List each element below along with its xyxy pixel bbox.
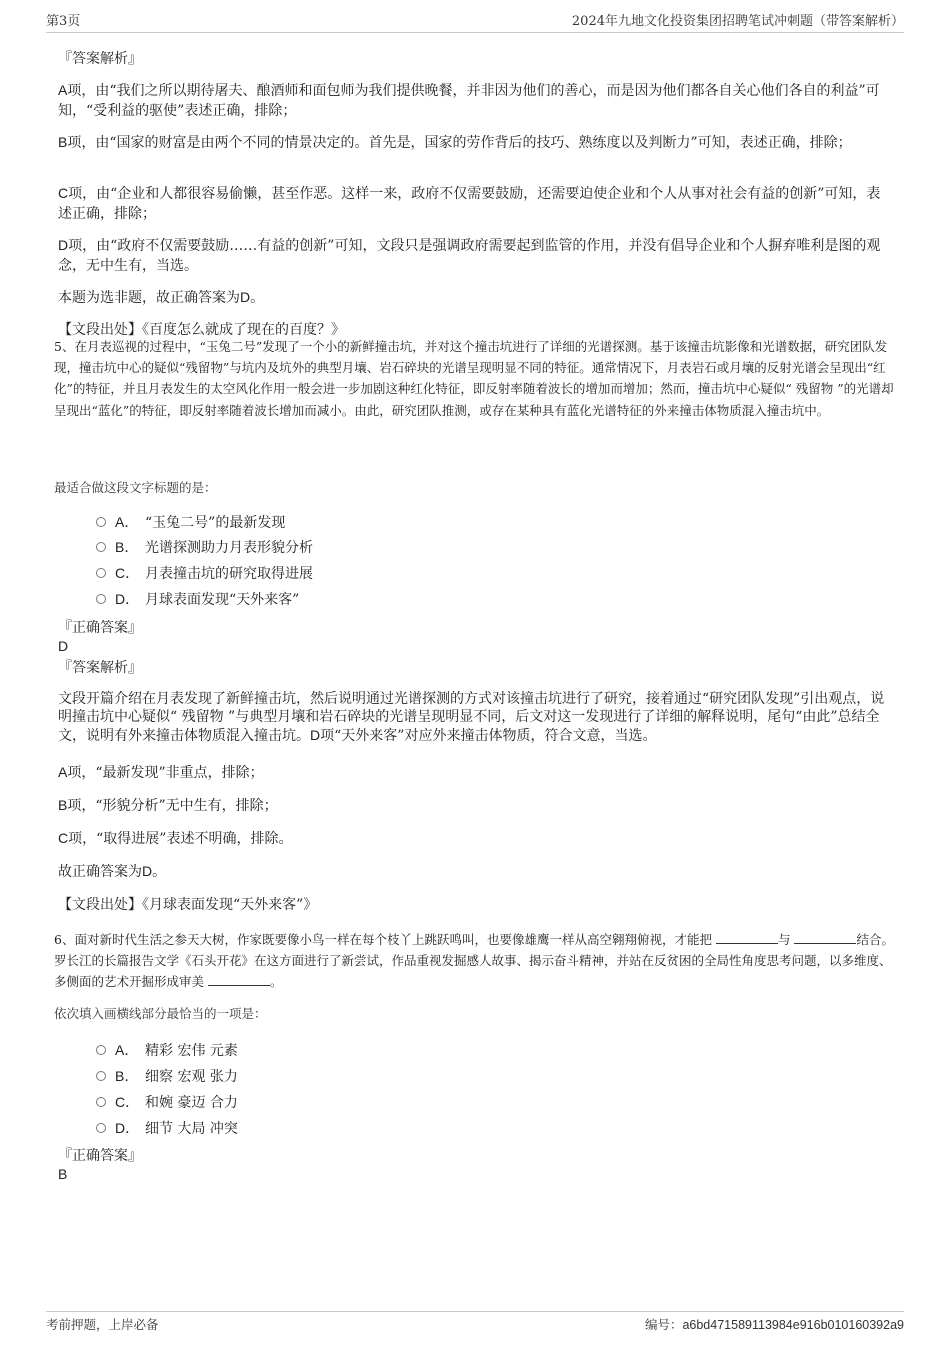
radio-icon[interactable]	[96, 1123, 106, 1133]
blank-3	[208, 973, 270, 986]
radio-icon[interactable]	[96, 568, 106, 578]
conclusion-text: 本题为选非题，故正确答案为	[58, 290, 240, 306]
stem-text: 结合。罗长江的长篇报告文学《石头开花》在这方面进行了新尝试，作品重视发掘感人故事、揭示奋斗精神，并站在反贫困的全局性角度思考问题，以多维度、多侧面的艺术开掘形成审美	[54, 932, 894, 989]
q6-correct-heading: 『正确答案』	[58, 1148, 142, 1164]
option-letter: C	[58, 830, 69, 846]
radio-icon[interactable]	[96, 1097, 106, 1107]
q4-conclusion	[58, 287, 264, 308]
radio-icon[interactable]	[96, 1045, 106, 1055]
option-letter: B	[58, 134, 68, 150]
analysis-text: 项，由“我们之所以期待屠夫、酿酒师和面包师为我们提供晚餐，并非因为他们的善心，而是因为他们都各自关心他们各自的利益”可知，“受利益的驱使”表述正确，排除；	[58, 83, 880, 119]
q5-analysis-a	[58, 762, 264, 783]
conclusion-text: 故正确答案为	[58, 864, 142, 880]
option-text: 和婉 豪迈 合力	[145, 1095, 238, 1111]
page-footer	[46, 1311, 904, 1333]
radio-icon[interactable]	[96, 1071, 106, 1081]
option-text: 细察 宏观 张力	[145, 1069, 238, 1085]
document-title: 2024年九地文化投资集团招聘笔试冲刺题（带答案解析）	[571, 14, 904, 29]
option-letter: B．	[115, 1068, 139, 1084]
q5-conclusion	[58, 861, 166, 882]
stem-text: 与	[777, 932, 791, 947]
option-letter: B．	[115, 539, 139, 555]
option-letter: C	[58, 185, 69, 201]
radio-icon[interactable]	[96, 517, 106, 527]
q5-correct-answer: D	[58, 638, 69, 654]
q4-analysis-b	[58, 132, 892, 153]
option-text: 精彩 宏伟 元素	[145, 1043, 238, 1059]
radio-icon[interactable]	[96, 594, 106, 604]
page-header	[46, 12, 904, 33]
q6-option-d[interactable]	[96, 1119, 238, 1138]
q4-source: 【文段出处】《百度怎么就成了现在的百度？》	[58, 322, 345, 338]
q4-analysis-a	[58, 80, 892, 121]
q5-analysis-c	[58, 828, 292, 849]
stem-text: 。	[270, 974, 283, 989]
q5-correct-heading: 『正确答案』	[58, 620, 142, 636]
document-code	[645, 1315, 904, 1333]
option-letter: A．	[115, 514, 139, 530]
option-letter: D．	[115, 1120, 140, 1136]
conclusion-end: 。	[152, 864, 167, 880]
q4-analysis-c	[58, 183, 892, 224]
code-label: 编号：	[644, 1317, 683, 1332]
option-letter: C．	[115, 565, 140, 581]
option-letter: D	[310, 727, 321, 743]
option-text: 月表撞击坑的研究取得进展	[145, 566, 313, 582]
q4-analysis-d	[58, 235, 892, 276]
option-letter: D	[58, 237, 69, 253]
analysis-text: 项，由“企业和人都很容易偷懒，甚至作恶。这样一来，政府不仅需要鼓励，还需要迫使企业和个人从事对社会有益的创新”可知，表述正确，排除；	[58, 186, 881, 222]
conclusion-letter: D	[142, 863, 153, 879]
option-letter: A．	[115, 1042, 139, 1058]
analysis-text-end: 项“天外来客”对应外来撞击体物质，符合文意，当选。	[320, 728, 657, 744]
q5-source: 【文段出处】《月球表面发现“天外来客”》	[58, 897, 318, 913]
blank-2	[794, 931, 856, 944]
q6-correct-answer: B	[58, 1166, 68, 1182]
analysis-text: 项，“形貌分析”无中生有，排除；	[67, 798, 278, 814]
option-text: 细节 大局 冲突	[145, 1121, 238, 1137]
option-text: 光谱探测助力月表形貌分析	[145, 540, 313, 556]
conclusion-end: 。	[250, 290, 265, 306]
option-letter: B	[58, 797, 68, 813]
q5-prompt: 最适合做这段文字标题的是：	[54, 480, 217, 495]
page-number: 第3页	[46, 14, 81, 29]
q5-option-b[interactable]	[96, 538, 313, 557]
q5-analysis-b	[58, 795, 278, 816]
conclusion-letter: D	[240, 289, 251, 305]
q5-stem-text: 5、在月表巡视的过程中，“玉兔二号”发现了一个小的新鲜撞击坑，并对这个撞击坑进行了详细的光谱探测。基于该撞击坑影像和光谱数据，研究团队发现，撞击坑中心的疑似“残留物”与坑内及坑外的典型月壤、岩石碎块的光谱呈现明显不同的特征。通常情况下，月表岩石或月壤的反射光谱会呈现出“红化”的特征，并且月表发生的太空风化作用一般会进一步加剧这种红化特征，即反射率随着波长的增加而增加；然而，撞击坑中心疑似“ 残留物 ”的光谱却呈现出“蓝化”的特征，即反射率随着波长增加而减小。由此，研究团队推测，或存在某种具有蓝化光谱特征的外来撞击体物质混入撞击坑中。	[54, 339, 894, 418]
q6-stem	[54, 929, 898, 992]
q6-option-a[interactable]	[96, 1041, 238, 1060]
analysis-text: 项，由“国家的财富是由两个不同的情景决定的。首先是，国家的劳作背后的技巧、熟练度以及判断力”可知，表述正确，排除；	[67, 135, 852, 151]
option-letter: C．	[115, 1094, 140, 1110]
q4-analysis-heading: 『答案解析』	[58, 51, 142, 67]
q6-prompt: 依次填入画横线部分最恰当的一项是：	[54, 1006, 267, 1021]
option-text: “玉兔二号”的最新发现	[145, 515, 286, 531]
radio-icon[interactable]	[96, 542, 106, 552]
footer-slogan: 考前押题，上岸必备	[46, 1317, 159, 1332]
blank-1	[716, 931, 778, 944]
q6-option-b[interactable]	[96, 1067, 238, 1086]
q6-option-c[interactable]	[96, 1093, 238, 1112]
analysis-text: 项，由“政府不仅需要鼓励……有益的创新”可知，文段只是强调政府需要起到监管的作用，并没有倡导企业和个人摒弃唯利是图的观念，无中生有，当选。	[58, 238, 881, 274]
q5-analysis-heading: 『答案解析』	[58, 660, 142, 676]
option-letter: A	[58, 764, 68, 780]
code-value: a6bd471589113984e916b010160392a9	[682, 1318, 904, 1332]
option-letter: D．	[115, 591, 140, 607]
q5-analysis-main	[58, 690, 892, 745]
analysis-text: 项，“最新发现”非重点，排除；	[67, 765, 264, 781]
analysis-text: 项，“取得进展”表述不明确，排除。	[68, 831, 293, 847]
q5-option-d[interactable]	[96, 590, 299, 609]
analysis-text: 文段开篇介绍在月表发现了新鲜撞击坑，然后说明通过光谱探测的方式对该撞击坑进行了研究，接着通过“研究团队发现”引出观点，说明撞击坑中心疑似“ 残留物 ”与典型月壤和岩石碎块的光谱呈现明显不同，后文对这一发现进行了详细的解释说明，尾句“由此”总结全文，说明有外来撞击体物质混入撞击坑。	[58, 691, 885, 744]
q5-option-c[interactable]	[96, 564, 313, 583]
q5-option-a[interactable]	[96, 513, 285, 532]
option-letter: A	[58, 82, 68, 98]
option-text: 月球表面发现“天外来客”	[145, 592, 300, 608]
stem-text: 6、面对新时代生活之参天大树，作家既要像小鸟一样在每个枝丫上跳跃鸣叫，也要像雄鹰一样从高空翱翔俯视，才能把	[54, 932, 712, 947]
